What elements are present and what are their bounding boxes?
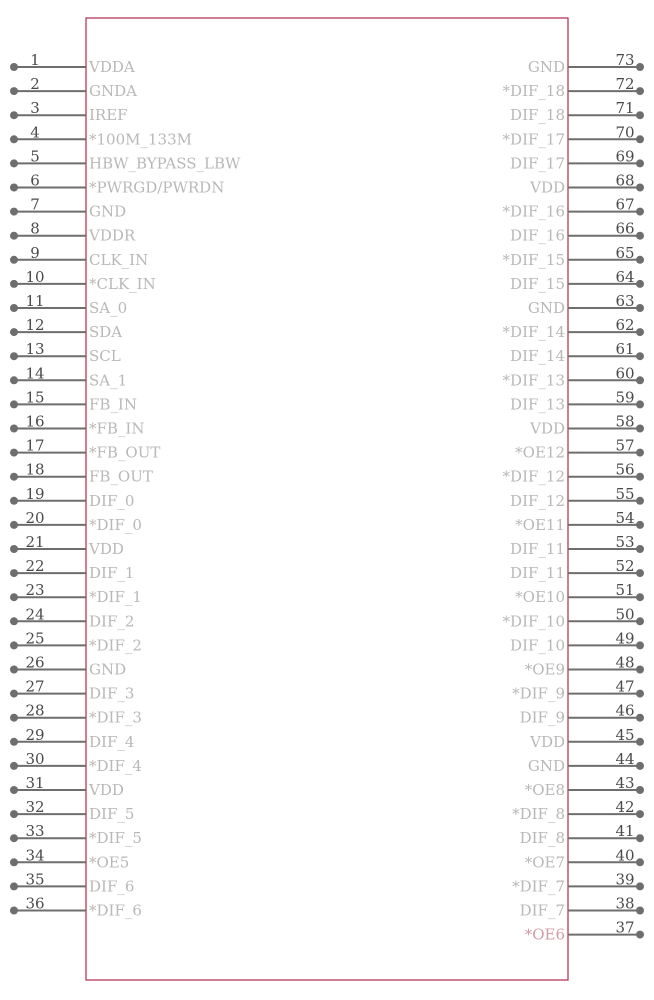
pin-label: GND [89, 202, 127, 221]
pin-label: SA_0 [89, 299, 128, 317]
pin-terminal [636, 352, 644, 360]
pin-50 [503, 605, 644, 630]
pin-label: *DIF_8 [512, 805, 565, 824]
pin-number: 10 [25, 267, 45, 286]
pin-27 [10, 678, 134, 703]
pin-terminal [10, 328, 18, 336]
pin-53 [510, 533, 644, 558]
pin-number: 12 [25, 316, 45, 335]
pin-number: 55 [615, 484, 635, 503]
pin-11 [10, 292, 127, 317]
pin-number: 27 [25, 677, 45, 696]
pin-42 [512, 798, 644, 823]
pin-terminal [10, 449, 18, 457]
pin-label: *DIF_14 [502, 323, 565, 342]
pin-terminal [636, 328, 644, 336]
pin-number: 46 [615, 701, 635, 720]
pin-label: *DIF_17 [502, 130, 565, 149]
pin-3 [10, 99, 128, 124]
pin-number: 36 [25, 894, 45, 913]
pin-number: 48 [615, 653, 635, 672]
pin-number: 28 [25, 701, 45, 720]
pin-terminal [636, 810, 644, 818]
pin-28 [10, 702, 142, 727]
pin-number: 50 [615, 605, 635, 624]
pin-terminal [636, 184, 644, 192]
pin-9 [10, 244, 148, 269]
pin-6 [10, 172, 224, 197]
pin-label: DIF_5 [89, 805, 135, 824]
pin-label: DIF_3 [89, 684, 135, 703]
pin-terminal [636, 400, 644, 408]
pin-number: 19 [25, 484, 45, 503]
pin-49 [510, 629, 644, 654]
pin-14 [10, 364, 127, 389]
pin-terminal [636, 135, 644, 143]
pin-terminal [636, 63, 644, 71]
pin-terminal [636, 376, 644, 384]
pin-33 [10, 822, 142, 847]
pin-number: 25 [25, 629, 45, 648]
pin-number: 17 [25, 436, 45, 455]
pin-29 [10, 726, 134, 751]
pin-20 [10, 509, 142, 534]
pin-number: 22 [25, 557, 45, 576]
pin-label: VDDA [89, 58, 135, 76]
pin-41 [520, 822, 644, 847]
pin-number: 53 [615, 533, 635, 551]
pin-label: DIF_10 [510, 636, 565, 655]
pin-number: 49 [615, 629, 635, 648]
pin-label: DIF_11 [510, 540, 565, 558]
pin-64 [510, 268, 644, 293]
pin-label: DIF_17 [510, 154, 565, 173]
pin-label: *OE10 [515, 588, 565, 607]
pin-number: 3 [30, 99, 40, 118]
pin-label: GND [527, 58, 565, 76]
pin-21 [10, 533, 124, 558]
pin-label: *DIF_3 [89, 708, 142, 727]
pin-number: 69 [615, 147, 635, 166]
pin-8 [10, 220, 136, 245]
pin-label: *100M_133M [89, 130, 192, 149]
pin-73 [528, 51, 644, 76]
pin-terminal [636, 931, 644, 939]
pin-number: 52 [615, 557, 635, 576]
pin-terminal [10, 232, 18, 240]
pin-terminal [10, 208, 18, 216]
pin-terminal [10, 690, 18, 698]
pin-61 [510, 340, 644, 365]
pin-number: 16 [25, 412, 45, 431]
pin-66 [510, 220, 644, 245]
pin-terminal [636, 497, 644, 505]
pin-number: 70 [615, 123, 635, 142]
pin-number: 60 [615, 364, 635, 383]
pin-2 [10, 75, 137, 100]
pin-label: DIF_7 [519, 901, 565, 920]
pin-label: DIF_8 [519, 829, 565, 848]
pin-terminal [636, 666, 644, 674]
left-pin-group [10, 51, 241, 920]
pin-number: 26 [25, 653, 45, 672]
pin-label: FB_OUT [89, 467, 153, 486]
pin-71 [510, 99, 644, 124]
pin-terminal [10, 834, 18, 842]
pin-22 [10, 557, 134, 582]
pin-38 [520, 895, 644, 920]
pin-label: DIF_9 [519, 708, 565, 727]
pin-number: 20 [25, 508, 45, 527]
pin-terminal [10, 425, 18, 433]
pin-number: 33 [25, 822, 45, 841]
pin-number: 6 [30, 171, 40, 190]
pin-number: 51 [615, 581, 635, 600]
pin-label: VDD [530, 419, 565, 438]
pin-number: 35 [25, 870, 45, 889]
pin-60 [503, 364, 644, 389]
pin-number: 44 [615, 749, 635, 768]
pin-label: DIF_18 [510, 106, 565, 125]
pin-label: DIF_0 [89, 491, 135, 510]
pin-67 [503, 196, 644, 221]
pin-terminal [10, 545, 18, 553]
pin-label: *DIF_5 [89, 829, 142, 848]
pin-terminal [10, 135, 18, 143]
pin-label: *DIF_4 [89, 756, 142, 775]
pin-terminal [636, 545, 644, 553]
pin-24 [10, 605, 134, 630]
pin-number: 31 [25, 774, 45, 792]
pin-terminal [636, 256, 644, 264]
pin-terminal [10, 593, 18, 601]
pin-terminal [10, 256, 18, 264]
pin-number: 15 [25, 388, 45, 407]
pin-59 [510, 388, 644, 413]
pin-terminal [636, 569, 644, 577]
pin-number: 72 [615, 75, 635, 94]
pin-number: 38 [615, 894, 635, 913]
pin-56 [503, 461, 644, 486]
pin-terminal [10, 617, 18, 625]
pin-terminal [636, 159, 644, 167]
pin-number: 59 [615, 388, 635, 407]
pin-number: 2 [30, 75, 40, 94]
pin-number: 24 [25, 605, 45, 624]
pin-52 [510, 557, 644, 582]
pin-17 [10, 437, 160, 462]
pin-18 [10, 461, 153, 486]
pin-number: 30 [25, 749, 45, 768]
pin-label: VDD [89, 540, 124, 558]
pin-terminal [636, 834, 644, 842]
pin-label: *DIF_10 [502, 612, 565, 631]
pin-label: VDD [89, 781, 124, 799]
pin-number: 65 [615, 243, 635, 262]
pin-23 [10, 581, 142, 606]
pin-number: 62 [615, 316, 635, 335]
pin-47 [512, 678, 644, 703]
pin-terminal [636, 690, 644, 698]
pin-number: 42 [615, 798, 635, 817]
pin-15 [10, 388, 137, 413]
pin-terminal [10, 521, 18, 529]
pin-number: 71 [615, 99, 635, 118]
pin-label: HBW_BYPASS_LBW [89, 154, 241, 173]
pin-number: 45 [615, 725, 635, 744]
pin-51 [515, 581, 644, 606]
pin-label: DIF_12 [510, 491, 565, 510]
pin-terminal [10, 641, 18, 649]
pin-number: 9 [30, 243, 40, 262]
pin-terminal [10, 63, 18, 71]
pin-72 [503, 75, 644, 100]
pin-label: DIF_4 [89, 732, 135, 751]
pin-terminal [636, 111, 644, 119]
pin-34 [10, 846, 129, 871]
pin-label: DIF_13 [510, 395, 565, 414]
pin-35 [10, 870, 134, 895]
pin-label: DIF_14 [510, 347, 565, 366]
pin-31 [10, 774, 124, 799]
pin-number: 4 [30, 123, 40, 142]
pin-label: *OE5 [89, 853, 130, 872]
pin-37 [525, 919, 644, 944]
pin-1 [10, 51, 135, 76]
pin-65 [503, 244, 644, 269]
pin-number: 64 [615, 267, 635, 286]
pin-number: 11 [25, 292, 45, 310]
pin-label: *DIF_16 [502, 202, 565, 221]
pin-label: IREF [89, 106, 128, 125]
pin-terminal [636, 280, 644, 288]
pin-number: 8 [30, 219, 40, 238]
pin-44 [528, 750, 644, 775]
pin-label: DIF_1 [89, 564, 135, 583]
pin-terminal [636, 449, 644, 457]
pin-terminal [10, 87, 18, 95]
pin-number: 37 [615, 918, 635, 937]
pin-label: *DIF_2 [89, 636, 142, 655]
pin-label: *DIF_0 [89, 515, 142, 534]
pin-number: 68 [615, 171, 635, 190]
pin-number: 40 [615, 846, 635, 865]
pin-terminal [636, 641, 644, 649]
pin-terminal [10, 762, 18, 770]
pin-number: 43 [615, 774, 635, 792]
pin-terminal [636, 521, 644, 529]
pin-label: SDA [89, 323, 123, 342]
pin-62 [503, 316, 644, 341]
pin-terminal [10, 569, 18, 577]
pin-terminal [10, 666, 18, 674]
pin-number: 61 [615, 340, 635, 359]
pin-55 [510, 485, 644, 510]
pin-number: 29 [25, 725, 45, 744]
pin-number: 23 [25, 581, 45, 600]
pin-label: *OE12 [515, 443, 565, 462]
pin-40 [525, 846, 644, 871]
pin-label: *DIF_1 [89, 588, 142, 607]
pin-number: 58 [615, 412, 635, 431]
pin-terminal [636, 858, 644, 866]
pin-terminal [636, 786, 644, 794]
pin-label: *CLK_IN [89, 274, 156, 293]
pin-43 [525, 774, 644, 799]
pin-label: *OE6 [524, 925, 565, 944]
pin-number: 63 [615, 292, 635, 310]
pin-label: *OE11 [515, 515, 565, 534]
pin-terminal [636, 304, 644, 312]
pin-70 [503, 123, 644, 148]
pin-number: 34 [25, 846, 45, 865]
pin-number: 41 [615, 822, 635, 841]
pin-label: DIF_6 [89, 877, 135, 896]
pin-13 [10, 340, 121, 365]
pin-number: 73 [615, 51, 635, 69]
pin-terminal [10, 352, 18, 360]
pin-label: *DIF_18 [502, 82, 565, 101]
pin-terminal [636, 714, 644, 722]
pin-number: 54 [615, 508, 635, 527]
pin-32 [10, 798, 134, 823]
pin-label: *DIF_7 [512, 877, 565, 896]
pin-number: 13 [25, 340, 45, 359]
pin-63 [528, 292, 644, 317]
pin-number: 7 [30, 195, 40, 214]
pin-label: VDD [530, 178, 565, 197]
pin-45 [529, 726, 644, 751]
pin-label: *FB_OUT [89, 443, 161, 462]
pin-number: 1 [30, 51, 40, 69]
pin-7 [10, 196, 126, 221]
pin-terminal [10, 304, 18, 312]
pin-54 [515, 509, 644, 534]
pin-label: *DIF_12 [502, 467, 565, 486]
pin-number: 21 [25, 533, 45, 551]
pin-69 [510, 147, 644, 172]
pin-58 [529, 413, 644, 438]
pin-terminal [636, 87, 644, 95]
pin-label: GND [527, 299, 565, 317]
pin-number: 5 [30, 147, 40, 166]
pin-number: 14 [25, 364, 45, 383]
pin-label: SA_1 [89, 371, 128, 390]
pin-number: 57 [615, 436, 635, 455]
pin-36 [10, 895, 142, 920]
pin-5 [10, 147, 241, 172]
pin-label: GNDA [89, 82, 137, 101]
pin-number: 67 [615, 195, 635, 214]
pin-terminal [10, 786, 18, 794]
pin-terminal [636, 473, 644, 481]
pin-label: *FB_IN [89, 419, 145, 438]
pin-label: *DIF_15 [502, 250, 565, 269]
pin-26 [10, 654, 126, 679]
pin-number: 18 [25, 460, 45, 479]
pin-label: DIF_2 [89, 612, 135, 631]
pin-terminal [636, 907, 644, 915]
pin-terminal [10, 810, 18, 818]
pin-terminal [636, 232, 644, 240]
pin-label: *PWRGD/PWRDN [89, 178, 225, 197]
pin-terminal [636, 593, 644, 601]
pin-label: *DIF_13 [502, 371, 565, 390]
pin-39 [512, 870, 644, 895]
pin-number: 39 [615, 870, 635, 889]
pin-12 [10, 316, 122, 341]
pin-label: SCL [89, 347, 121, 366]
pin-label: FB_IN [89, 395, 137, 414]
pin-terminal [10, 738, 18, 746]
pin-terminal [636, 738, 644, 746]
pin-19 [10, 485, 134, 510]
pin-label: *OE7 [524, 853, 565, 872]
pin-terminal [10, 882, 18, 890]
pin-terminal [10, 400, 18, 408]
pin-terminal [636, 882, 644, 890]
pin-46 [520, 702, 644, 727]
pin-label: DIF_16 [510, 226, 565, 245]
pin-label: GND [89, 660, 127, 679]
pin-30 [10, 750, 142, 775]
pin-label: CLK_IN [89, 250, 149, 269]
pin-terminal [10, 111, 18, 119]
pin-terminal [10, 497, 18, 505]
pin-number: 32 [25, 798, 45, 817]
pin-label: VDD [530, 732, 565, 751]
pin-57 [515, 437, 644, 462]
pin-terminal [10, 376, 18, 384]
pin-label: VDDR [89, 226, 136, 245]
pin-number: 47 [615, 677, 635, 696]
pin-16 [10, 413, 144, 438]
pin-label: DIF_15 [510, 274, 565, 293]
pin-label: GND [527, 756, 565, 775]
pin-25 [10, 629, 142, 654]
pin-terminal [10, 184, 18, 192]
pin-terminal [636, 617, 644, 625]
pin-label: *OE9 [524, 660, 565, 679]
pin-terminal [10, 159, 18, 167]
pin-number: 56 [615, 460, 635, 479]
pin-68 [529, 172, 644, 197]
pin-48 [525, 654, 644, 679]
pin-number: 66 [615, 219, 635, 238]
pin-terminal [10, 473, 18, 481]
pin-terminal [10, 907, 18, 915]
pin-label: DIF_11 [510, 564, 565, 583]
pin-label: *DIF_9 [512, 684, 565, 703]
pin-terminal [10, 714, 18, 722]
pin-label: *OE8 [524, 781, 565, 799]
pin-terminal [10, 280, 18, 288]
pin-terminal [636, 425, 644, 433]
right-pin-group [503, 51, 644, 944]
pin-10 [10, 268, 156, 293]
pin-terminal [10, 858, 18, 866]
pin-4 [10, 123, 192, 148]
pin-label: *DIF_6 [89, 901, 142, 920]
pin-terminal [636, 762, 644, 770]
pin-terminal [636, 208, 644, 216]
